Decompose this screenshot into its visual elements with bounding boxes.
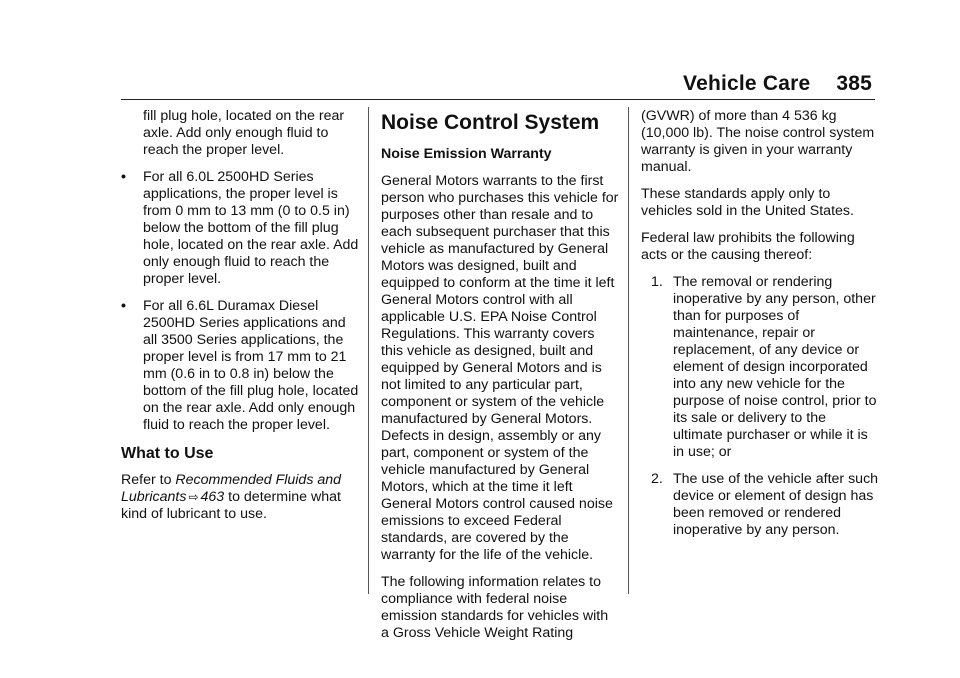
- numbered-list: [641, 274, 879, 539]
- column-divider-1: [368, 107, 369, 594]
- noise-control-heading: Noise Control System: [381, 111, 600, 134]
- page-number: 385: [836, 72, 872, 95]
- bullet-marker: •: [121, 169, 126, 185]
- prohibited-acts-paragraph: Federal law prohibits the following acts or the causing thereof:: [641, 230, 855, 263]
- page-ref-arrow-icon: ⇨: [188, 490, 199, 504]
- page-header: [683, 72, 872, 96]
- section-title: Vehicle Care: [683, 72, 811, 95]
- column-2: [381, 108, 619, 652]
- list-item: [121, 298, 359, 434]
- what-to-use-paragraph: [121, 472, 359, 523]
- standards-paragraph: These standards apply only to vehicles sold in the United States.: [641, 186, 854, 219]
- bullet-list: [121, 169, 359, 434]
- item-number: 2.: [651, 471, 663, 487]
- bullet-marker: •: [121, 298, 126, 314]
- column-divider-2: [628, 107, 629, 594]
- list-item: [641, 471, 879, 539]
- ref-prefix: Refer to: [121, 472, 176, 488]
- list-item: [121, 169, 359, 288]
- item-number: 1.: [651, 274, 663, 290]
- header-rule: [121, 99, 875, 100]
- warranty-paragraph: General Motors warrants to the first person who purchases this vehicle for purposes other than resale and to each subsequent purchaser that this vehicle as manufactured by General Motors was designed, built and equipped to conform at the time it left General Motors control with all applicable U.S. EPA Noise Control Regulations. This warranty covers this vehicle as designed, built and equipped by General Motors and is not limited to any particular part, component or system of the vehicle manufactured by General Motors. Defects in design, assembly or any part, component or system of the vehicle manufactured by General Motors, which at the time it left General Motors control caused noise emissions to exceed Federal standards, are covered by the warranty for the life of the vehicle.: [381, 173, 619, 563]
- ref-suffix: to determine what kind of lubricant to use.: [121, 489, 341, 522]
- compliance-paragraph: The following information relates to compliance with federal noise emission standards for vehicles with a Gross Vehicle Weight Rating: [381, 574, 609, 641]
- column-3: [641, 108, 879, 549]
- what-to-use-heading: What to Use: [121, 445, 214, 462]
- continued-paragraph: fill plug hole, located on the rear axle. Add only enough fluid to reach the proper level.: [143, 108, 345, 158]
- gvwr-paragraph: (GVWR) of more than 4 536 kg (10,000 lb). The noise control system warranty is given in your warranty manual.: [641, 108, 875, 175]
- list-item: [641, 274, 879, 461]
- item-text: The use of the vehicle after such device or element of design has been removed or rendered inoperative by any person.: [673, 471, 879, 538]
- column-1: [121, 108, 359, 533]
- bullet-text: For all 6.6L Duramax Diesel 2500HD Series applications and all 3500 Series applications, the proper level is from 17 mm to 21 mm (0.6 in to 0.8 in) below the bottom of the fill plug hole, located on the rear axle. Add only enough fluid to reach the proper level.: [143, 298, 359, 433]
- noise-warranty-subheading: Noise Emission Warranty: [381, 146, 552, 162]
- bullet-text: For all 6.0L 2500HD Series applications, the proper level is from 0 mm to 13 mm (0 to 0.5 in) below the bottom of the fill plug hole, located on the rear axle. Add only enough fluid to reach the proper level.: [143, 169, 359, 287]
- ref-link-page[interactable]: 463: [200, 489, 225, 505]
- item-text: The removal or rendering inoperative by any person, other than for purposes of maintenance, repair or replacement, of any device or element of design incorporated into any new vehicle for the purpose of noise control, prior to its sale or delivery to the ultimate purchaser or while it is in use; or: [673, 274, 877, 460]
- ref-link-title[interactable]: Recommended Fluids and Lubricants: [121, 472, 342, 505]
